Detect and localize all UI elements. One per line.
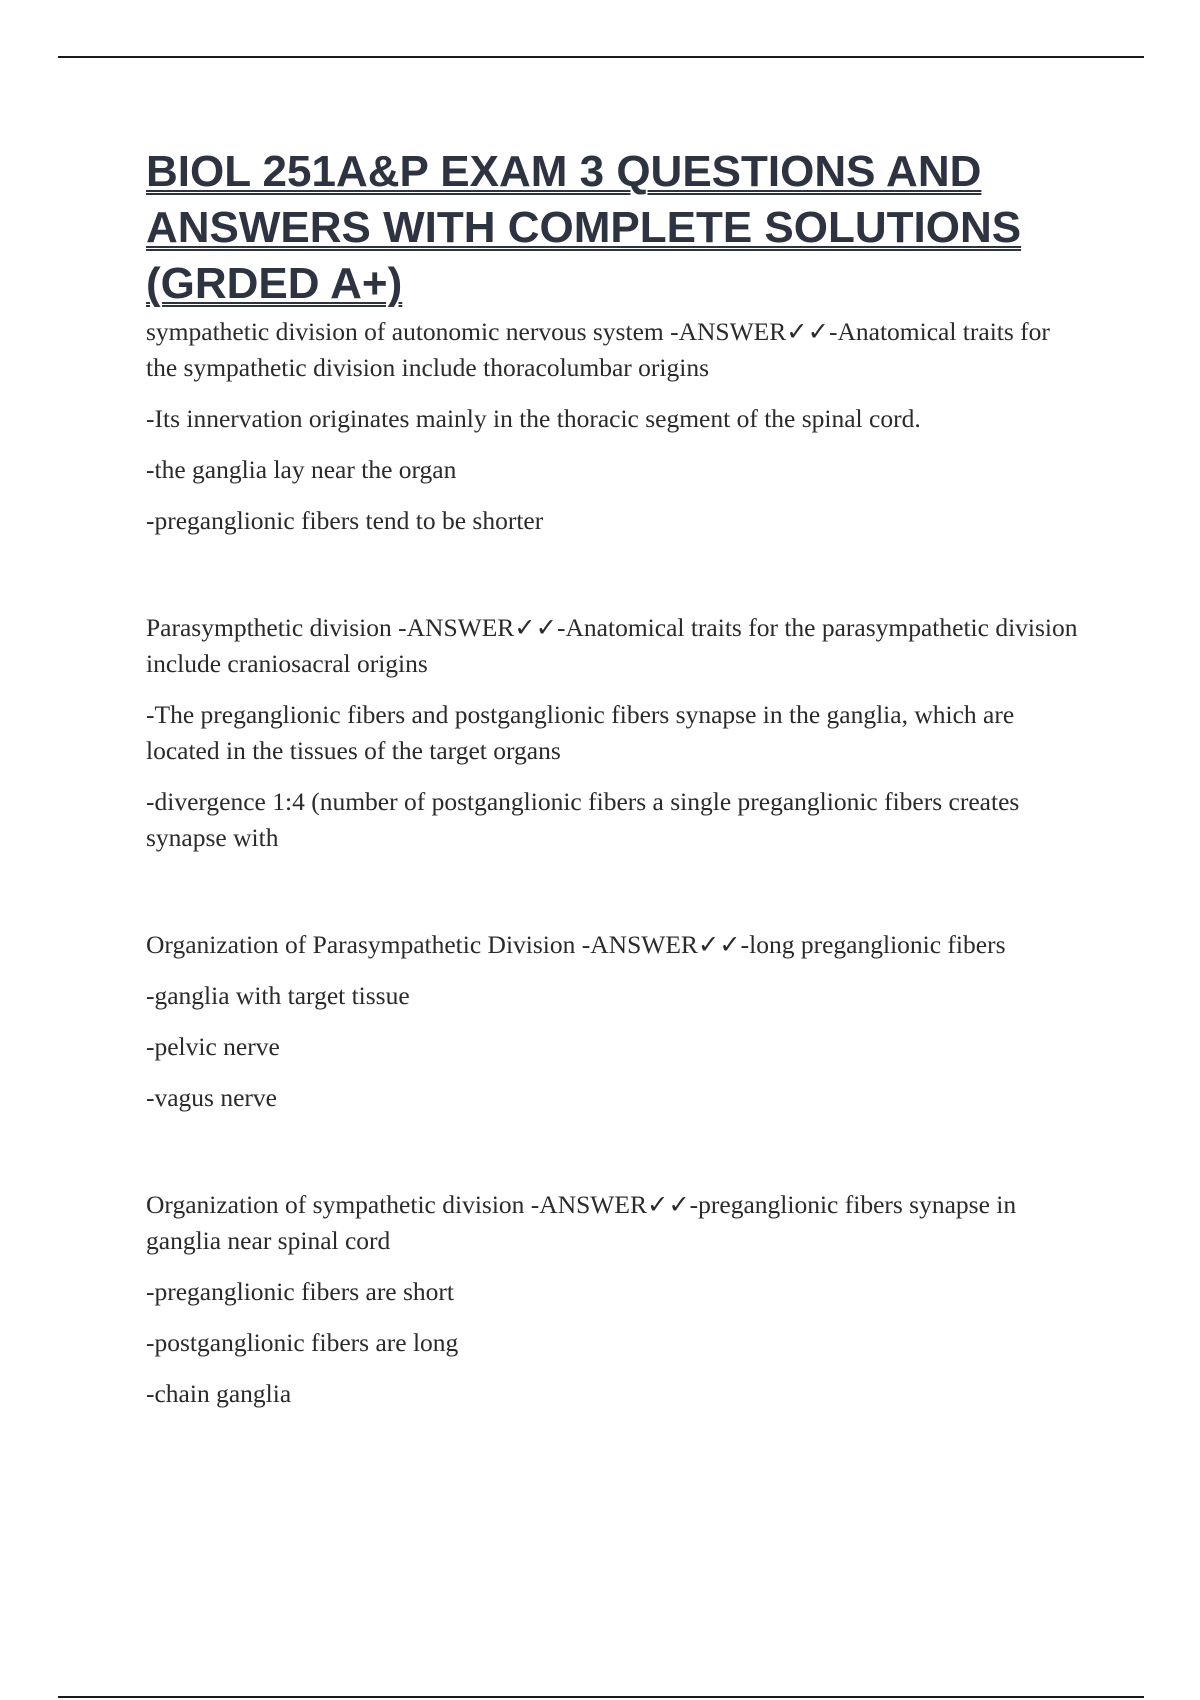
section-spacer [146, 871, 1086, 927]
answer-point: -pelvic nerve [146, 1032, 280, 1061]
qa-entry-parasympathetic-division [146, 610, 1086, 856]
header-rule [58, 56, 1144, 58]
qa-entry-organization-sympathetic [146, 1187, 1086, 1412]
footer-rule [58, 1696, 1144, 1698]
section-spacer [146, 1131, 1086, 1187]
section-spacer [146, 554, 1086, 610]
answer-point: -chain ganglia [146, 1379, 292, 1408]
answer-point: -divergence 1:4 (number of postganglionic fibers a single preganglionic fibers creates synapse with [146, 787, 1020, 852]
answer-point: -vagus nerve [146, 1083, 277, 1112]
answer-point: -preganglionic fibers are short [146, 1277, 455, 1306]
answer-point: -the ganglia lay near the organ [146, 455, 457, 484]
document-title: BIOL 251A&P EXAM 3 QUESTIONS AND ANSWERS WITH COMPLETE SOLUTIONS (GRDED A+) [146, 147, 1022, 308]
question-answer-line: Organization of Parasympathetic Division -ANSWER✓✓-long preganglionic fibers [146, 930, 1006, 959]
answer-point: -preganglionic fibers tend to be shorter [146, 506, 544, 535]
document-body [146, 314, 1086, 1427]
answer-point: -The preganglionic fibers and postganglionic fibers synapse in the ganglia, which are located in the tissues of the target organs [146, 700, 1015, 765]
answer-point: -ganglia with target tissue [146, 981, 410, 1010]
question-answer-line: Organization of sympathetic division -ANSWER✓✓-preganglionic fibers synapse in ganglia near spinal cord [146, 1190, 1017, 1255]
answer-point: -postganglionic fibers are long [146, 1328, 459, 1357]
qa-entry-organization-parasympathetic [146, 927, 1086, 1116]
answer-point: -Its innervation originates mainly in the thoracic segment of the spinal cord. [146, 404, 921, 433]
question-answer-line: sympathetic division of autonomic nervous system -ANSWER✓✓-Anatomical traits for the sympathetic division include thoracolumbar origins [146, 317, 1050, 382]
qa-entry-sympathetic-division [146, 314, 1086, 539]
question-answer-line: Parasympthetic division -ANSWER✓✓-Anatomical traits for the parasympathetic division include craniosacral origins [146, 613, 1078, 678]
